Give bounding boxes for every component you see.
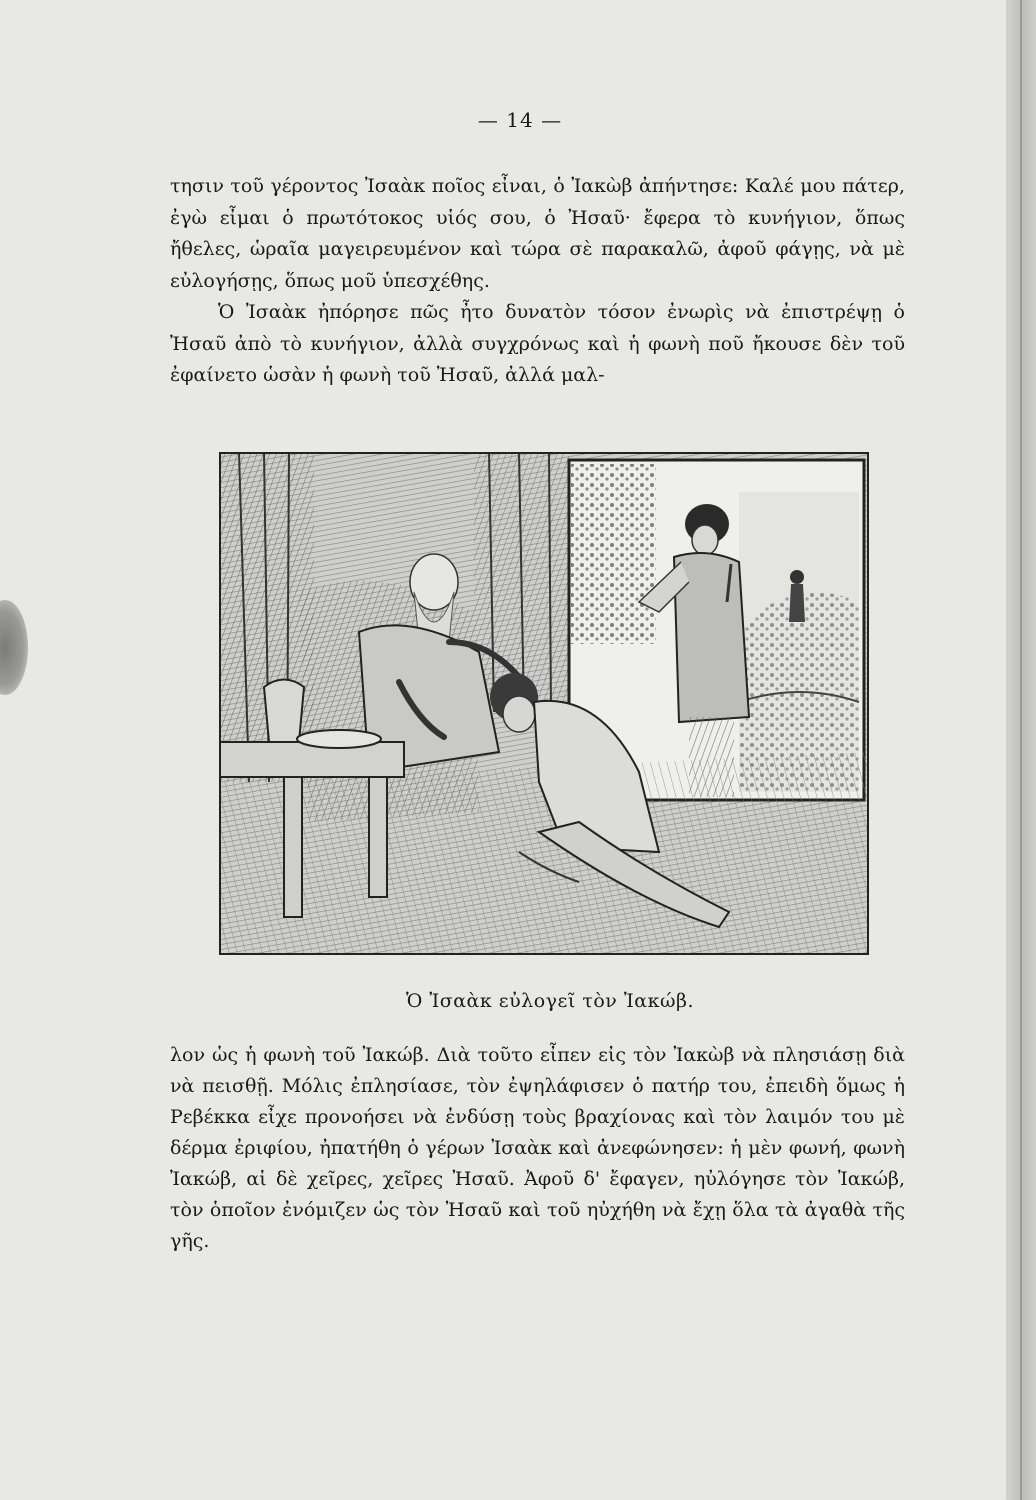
engraving-illustration: [219, 452, 869, 955]
distant-hunter-figure: [789, 570, 805, 622]
page-edge-line: [1020, 0, 1022, 1500]
window-foliage: [571, 464, 656, 644]
top-paragraph-2: Ὁ Ἰσαὰκ ἠπόρησε πῶς ἦτο δυνατὸν τόσον ἐνωρὶς νὰ ἐπιστρέψῃ ὁ Ἠσαῦ ἀπὸ τὸ κυνήγιον, ἀλλὰ συγχρόνως καὶ ἡ φωνὴ ποῦ ἤκουσε δὲν τοῦ ἐφαίνετο ὡσὰν ἡ φωνὴ τοῦ Ἠσαῦ, ἀλλά μαλ-: [170, 301, 905, 386]
illustration-caption: Ὁ Ἰσαὰκ εὐλογεῖ τὸν Ἰακώβ.: [405, 990, 695, 1012]
bottom-paragraph-1: λον ὡς ἡ φωνὴ τοῦ Ἰακώβ. Διὰ τοῦτο εἶπεν εἰς τὸν Ἰακὼβ νὰ πλησιάσῃ διὰ νὰ πεισθῇ. Μόλις ἐπλησίασε, τὸν ἐψηλάφισεν ὁ πατήρ του, ἐπειδὴ ὅμως ἡ Ρεβέκκα εἶχε προνοήσει νὰ ἐνδύσῃ τοὺς βραχίονας καὶ τὸν λαιμόν του μὲ δέρμα ἐριφίου, ἠπατήθη ὁ γέρων Ἰσαὰκ καὶ ἀνεφώνησεν: ἡ μὲν φωνή, φωνὴ Ἰακώβ, αἱ δὲ χεῖρες, χεῖρες Ἠσαῦ. Ἀφοῦ δ' ἔφαγεν, ηὐλόγησε τὸν Ἰακώβ, τὸν ὁποῖον ἐνόμιζεν ὡς τὸν Ἠσαῦ καὶ τοῦ ηὐχήθη νὰ ἔχῃ ὅλα τὰ ἀγαθὰ τῆς γῆς.: [170, 1044, 905, 1252]
top-text-block: [170, 171, 905, 392]
ink-blot: [0, 600, 28, 695]
bottom-text-block: [170, 1040, 905, 1257]
top-paragraph-1: τησιν τοῦ γέροντος Ἰσαὰκ ποῖος εἶναι, ὁ Ἰακὼβ ἀπήντησε: Καλέ μου πάτερ, ἐγὼ εἶμαι ὁ πρωτότοκος υἱός σου, ὁ Ἠσαῦ· ἔφερα τὸ κυνήγιον, ὅπως ἤθελες, ὡραῖα μαγειρευμένον καὶ τώρα σὲ παρακαλῶ, ἀφοῦ φάγῃς, νὰ μὲ εὐλογήσῃς, ὅπως μοῦ ὑπεσχέθης.: [170, 175, 905, 292]
page-number: — 14 —: [477, 108, 563, 132]
